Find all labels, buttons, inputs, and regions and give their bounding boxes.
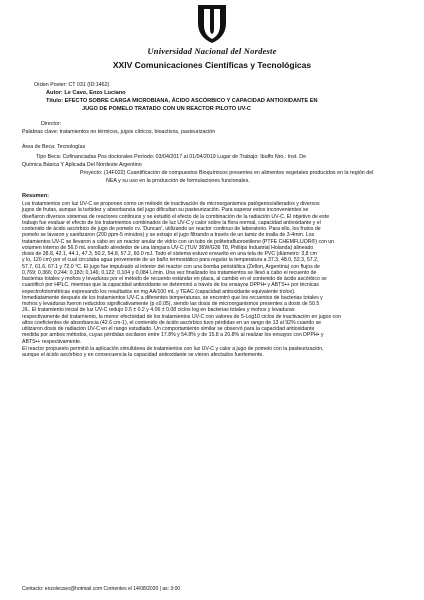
orden-label: Orden Poster: — [34, 82, 67, 88]
resumen-line: aunque el ácido ascórbico y en consecuencia la capacidad antioxidante se vieron afectados fuertemente. — [22, 352, 264, 359]
autor-label: Autor: — [46, 90, 63, 96]
resumen-line: respectivamente del tratamiento, la menor efectividad de los tratamientos UV-C con valores de 5-Log10 ciclos de inactivación en jugos con — [22, 313, 341, 320]
university-logo — [180, 3, 244, 45]
resumen-paragraph-1 — [22, 201, 400, 345]
autor-row — [46, 90, 126, 97]
titulo-line1: EFECTO SOBRE CARGA MICROBIANA, ÁCIDO ASCÓRBICO Y CAPACIDAD ANTIOXIDANTE EN — [64, 98, 318, 104]
resumen-line: bacterias totales y mohos y levaduras por el método de recuento estándar en placa, al cambio en el contenido de ácido ascórbico se — [22, 276, 327, 282]
resumen-line: pomelo se lavaron y sanitizaron (200 ppm-5 minutos) y se extrajo el jugo filtrando a través de un tamiz de malla de 3-4mm. Los — [22, 232, 315, 239]
tipo-label: Tipo Beca: — [36, 154, 62, 160]
resumen-line: altos coeficientes de absorbancia (42.6 cm-1), el contenido de ácido ascórbico tuvo pérdidas en un rango de 13 al 92% cuando se — [22, 319, 322, 326]
area-value: Tecnologías — [56, 144, 86, 150]
titulo-line2: JUGO DE POMELO TRATADO CON UN REACTOR PILOTO UV-C — [82, 106, 251, 112]
proyecto-line2: NEA y su uso en la producción de formulaciones funcionales. — [106, 178, 250, 184]
proyecto-row — [80, 170, 373, 177]
resumen-line: volumen interno de 56.0 mL enrollado alrededor de una lámpara UV-C (TUV 36W/G36 T8, Phillips Industrial Holanda) alineado — [22, 244, 314, 251]
area-row — [22, 144, 85, 151]
resumen-line: ABTS•+ respectivamente. — [22, 338, 82, 345]
tipo-row — [36, 154, 306, 161]
resumen-line: Inmediatamente después de los tratamientos UV-C a diferentes temperaturas, se encontró que los recuentos de bacterias totales y — [22, 294, 323, 301]
resumen-paragraph-2 — [22, 346, 400, 359]
resumen-line: jugos de frutas, aunque la turbidez y absorbancia del jugo dificultan su pasteurización. Para superar estos inconvenientes se — [22, 207, 309, 214]
area-label: Área de Beca: — [22, 144, 56, 150]
tipo-value: Cofinanciadas Pos doctorales Período: 03/04/2017 al 01/04/2019 Lugar de Trabajo: Ibuffo Nro.: Inst. De — [62, 154, 307, 160]
resumen-line: El reactor propuesto permitió la aplicación simultánea de tratamientos con luz UV-C y calor a jugo de pomelo con la pasteurización, — [22, 346, 324, 352]
university-logo-icon — [180, 3, 244, 45]
resumen-line: J/L. El tratamiento inicial de luz UV-C redujo 0.5 ± 0.2 y 4.06 ± 0.08 ciclos log en bacterias totales y mohos y levaduras — [22, 307, 295, 314]
resumen-line: cuantificó por HPLC, mientras que la capacidad antioxidante se determinó a través de los ensayos DPPH• y ABTS•+ por técnicas — [22, 282, 320, 289]
titulo-label: Título: — [46, 98, 64, 104]
university-name: Universidad Nacional del Nordeste — [147, 46, 277, 56]
proyecto-line1: (14F022) Cuantificación de compuestos Bioquímicos presentes en alimentos vegetales producidos en la región del — [103, 170, 374, 176]
resumen-line: contenido de ácido ascórbico de jugo de pomelo cv. 'Duncan', utilizando un reactor continuo de laboratorio. Para ello, los frutos de — [22, 226, 321, 232]
director-label: Director: — [41, 121, 62, 127]
resumen-line: trabajo fue evaluar el efecto de los tratamientos combinados de luz UV-C y calor sobre la flora normal, capacidad antioxidante y el — [22, 219, 321, 226]
proyecto-label: Proyecto: — [80, 170, 103, 176]
resumen-line: mohos y levaduras fueron reducidos significativamente (p ≤0.05), siendo las dosis de microorganismos presentes a dosis de 50.5 — [22, 301, 320, 307]
resumen-line: 0,769; 0,366; 0,244; 0,183; 0,146; 0,122; 0,104 y 0,084 L/min. Una vez finalizado los tratamientos se llevó a cabo el recuento de — [22, 269, 317, 276]
orden-value: CT 031 (ID:1462) — [68, 82, 110, 88]
lugar-line2: Química Básica Y Aplicada Del Nordeste Argentino — [22, 162, 142, 168]
resumen-line: dosis de 38.8, 42.1, 44.1, 47.3, 50.2, 54.8, 57.2, 60.0 mJ. Todo el sistema estuvo envuelto en una tela de PVC (diámetro: 3,8 cm — [22, 251, 317, 257]
resumen-label: Resumen: — [22, 193, 50, 199]
resumen-line: medida por ambos métodos, cuyas pérdidas oscilaron entre 17.8% y 54.8% y de 15.8 a 20.8% al realizar los ensayos con DPPH• y — [22, 332, 324, 339]
congress-title: XXIV Comunicaciones Científicas y Tecnológicas — [112, 60, 312, 70]
resumen-line: diseñaron diversos sistemas de reactores continuos y se estudió el efecto de la combinación de la radiación UV-C. El objetivo de este — [22, 213, 330, 220]
orden-row — [34, 82, 109, 89]
autor-value: Le Cavo, Enzo Luciano — [64, 90, 126, 96]
resumen-line: tratamientos UV-C se llevaron a cabo en un reactor anular de vidrio con un tubo de politetrafluoroetileno (PTFE CHEMFLUOR®) con un — [22, 238, 335, 245]
titulo-row — [46, 98, 318, 105]
resumen-line: Los tratamientos con luz UV-C se proponen como un método de inactivación de microorganismos patógenos/alterados y diversos — [22, 201, 320, 207]
palabras-value: tratamientos no térmicos, jugos cítricos, bioactivos, pasteurización — [59, 129, 216, 135]
resumen-line: espectrofotométricas expresando los resultados en mg AA/100 mL y TEAC (capacidad antioxidante equivalente trolox). — [22, 288, 296, 295]
palabras-label: Palabras clave: — [22, 129, 59, 135]
footer-contact: Contacto: enzolecavo@hotmail.com Corrientes el 14/08/2020 | as: 3:00 — [22, 586, 181, 592]
resumen-line: y lo, 120 cm) por el cual circulaba agua proveniente de un baño termostático para regular la temperatura a 37.3, 48.0, 52.3, 57.2, — [22, 257, 319, 264]
resumen-line: utilizaron dosis de radiación UV-C en el rango estudiado. Un comportamiento similar se observó para la capacidad antioxidante — [22, 326, 315, 332]
palabras-row — [22, 129, 215, 136]
resumen-line: 57.7, 61.6, 67.1 y 72.0 °C. El jugo fue impulsado al interior del reactor con una bomba peristáltica (Zellon, Argentina) con flujos de — [22, 263, 320, 270]
